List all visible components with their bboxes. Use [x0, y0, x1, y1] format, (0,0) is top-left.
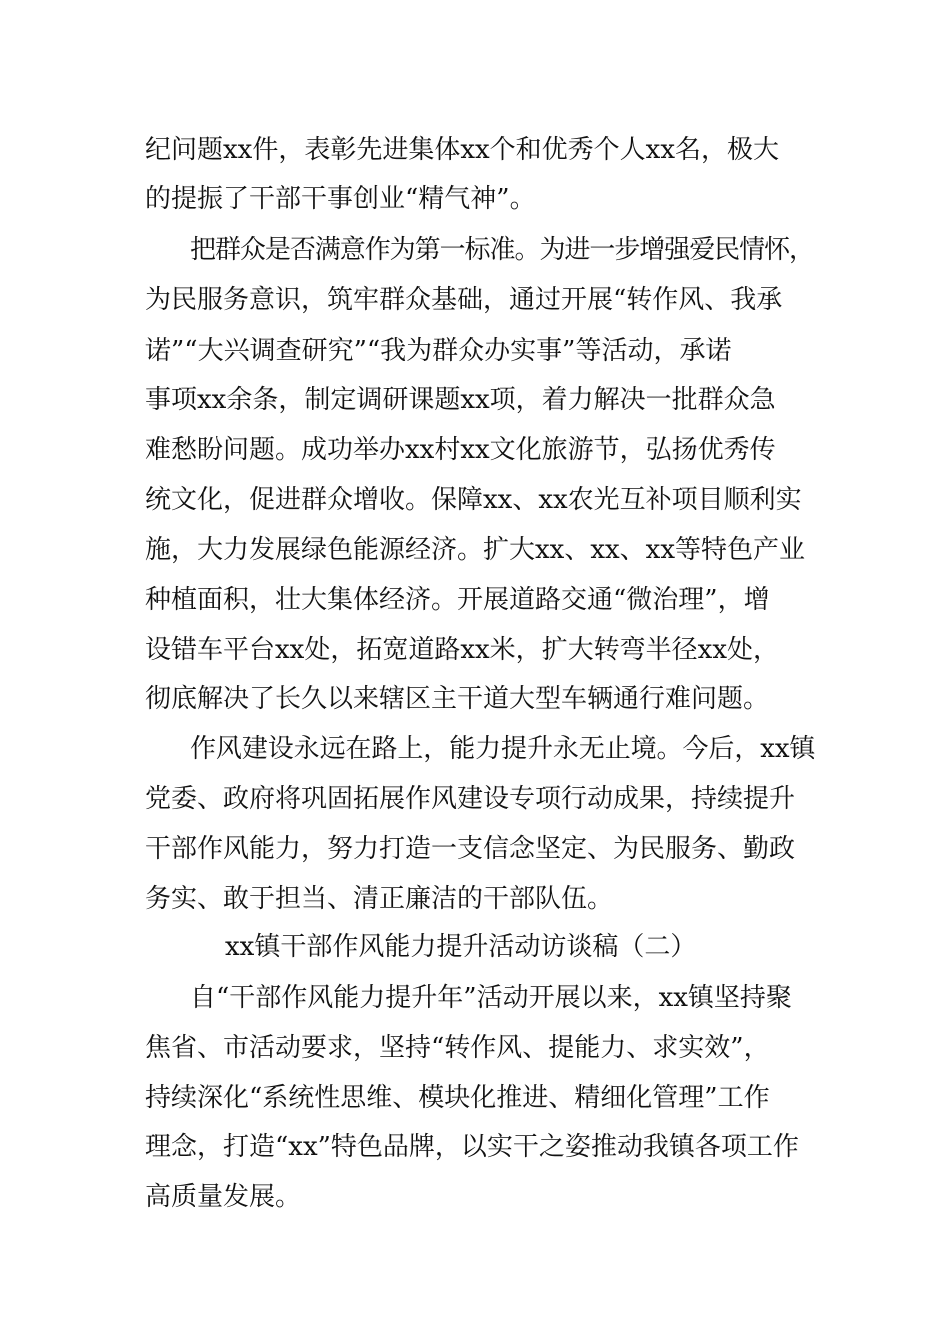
paragraph-line: 事项xx余条，制定调研课题xx项，着力解决一批群众急 — [145, 385, 776, 415]
paragraph-line: 干部作风能力，努力打造一支信念坚定、为民服务、勤政 — [145, 834, 796, 864]
paragraph-line: 的提振了干部干事创业“精气神”。 — [145, 184, 536, 214]
paragraph-line: 设错车平台xx处，拓宽道路xx米，扩大转弯半径xx处， — [145, 635, 779, 665]
paragraph-line: 施，大力发展绿色能源经济。扩大xx、xx、xx等特色产业 — [145, 535, 805, 565]
paragraph-line: 诺”“大兴调查研究”“我为群众办实事”等活动，承诺 — [145, 336, 732, 366]
paragraph-line: 把群众是否满意作为第一标准。为进一步增强爱民情怀， — [190, 235, 815, 265]
paragraph-line: 理念，打造“xx”特色品牌，以实干之姿推动我镇各项工作 — [145, 1132, 799, 1162]
paragraph-line: 彻底解决了长久以来辖区主干道大型车辆通行难问题。 — [145, 684, 770, 714]
paragraph-line: 自“干部作风能力提升年”活动开展以来，xx镇坚持聚 — [190, 983, 792, 1013]
paragraph-line: 纪问题xx件，表彰先进集体xx个和优秀个人xx名，极大 — [145, 135, 779, 165]
paragraph-line: 为民服务意识，筑牢群众基础，通过开展“转作风、我承 — [145, 285, 783, 315]
paragraph-line: 高质量发展。 — [145, 1182, 302, 1212]
paragraph-line: 种植面积，壮大集体经济。开展道路交通“微治理”，增 — [145, 585, 770, 615]
section-title: xx镇干部作风能力提升活动访谈稿（二） — [225, 932, 697, 962]
paragraph-line: 统文化，促进群众增收。保障xx、xx农光互补项目顺利实 — [145, 485, 802, 515]
paragraph-line: 焦省、市活动要求，坚持“转作风、提能力、求实效”， — [145, 1033, 770, 1063]
paragraph-line: 持续深化“系统性思维、模块化推进、精细化管理”工作 — [145, 1083, 770, 1113]
paragraph-line: 党委、政府将巩固拓展作风建设专项行动成果，持续提升 — [145, 784, 796, 814]
paragraph-line: 作风建设永远在路上，能力提升永无止境。今后，xx镇 — [190, 734, 816, 764]
paragraph-line: 难愁盼问题。成功举办xx村xx文化旅游节，弘扬优秀传 — [145, 435, 776, 465]
paragraph-line: 务实、敢于担当、清正廉洁的干部队伍。 — [145, 884, 614, 914]
